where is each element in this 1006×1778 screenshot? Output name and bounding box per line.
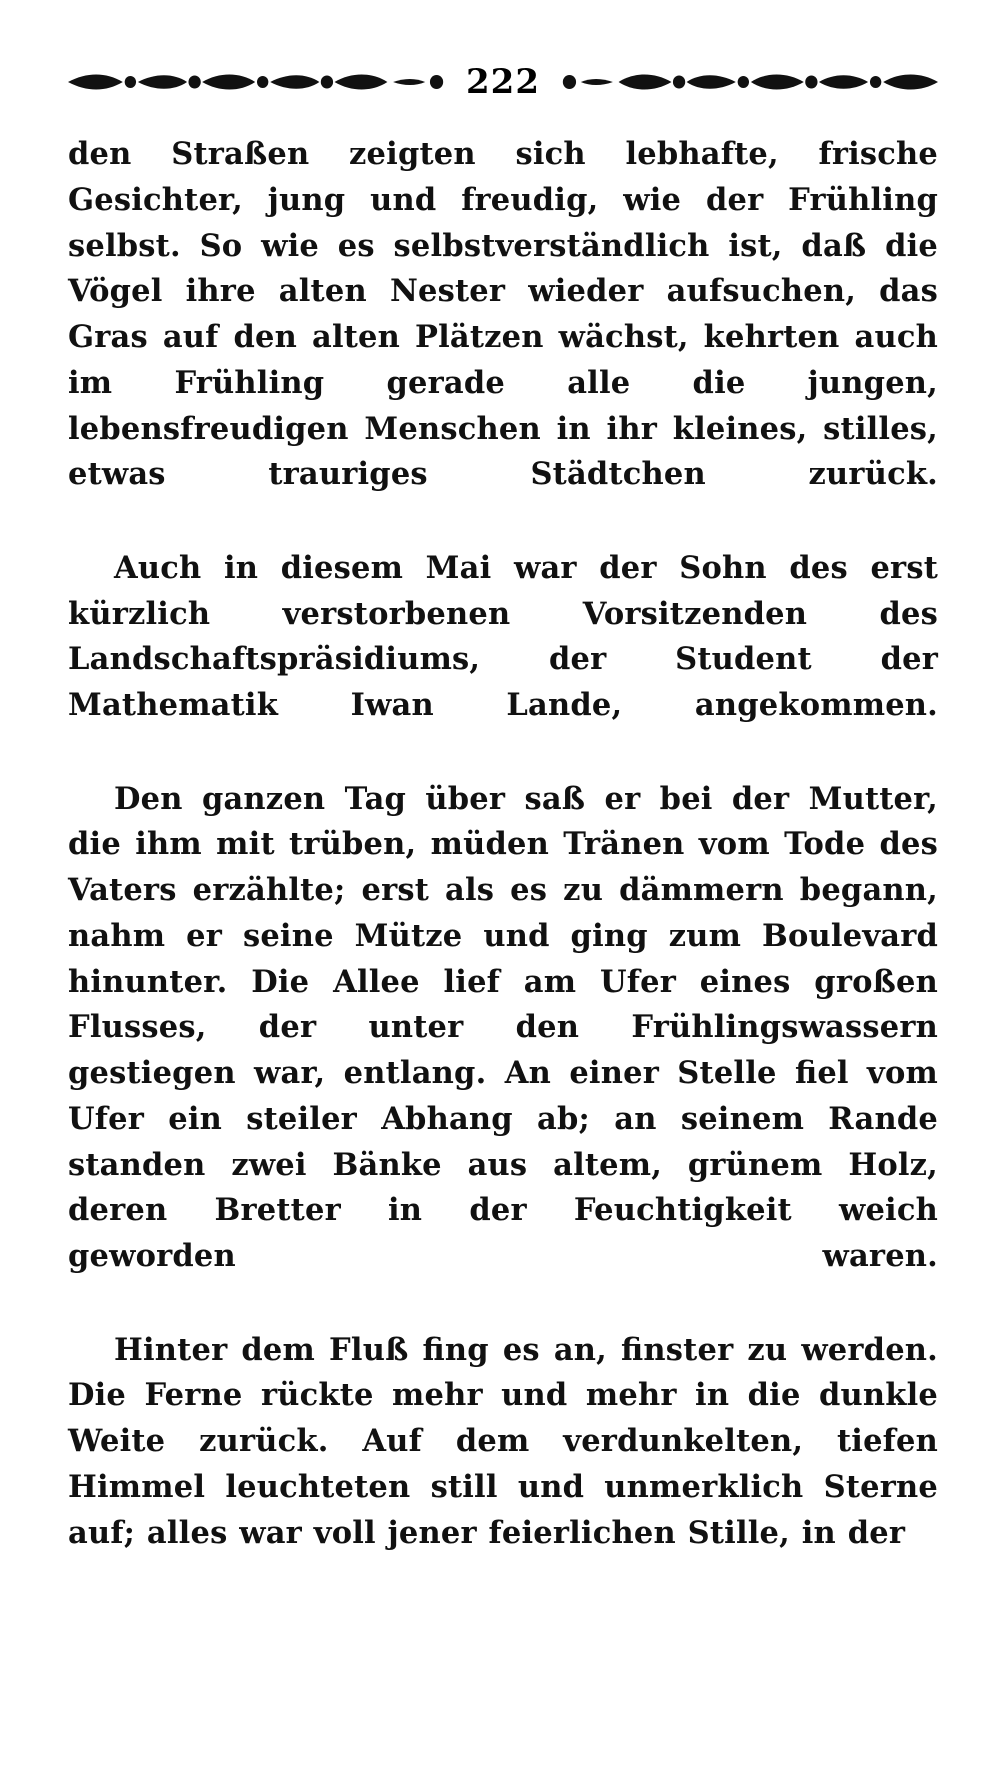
floral-rule-left-icon bbox=[68, 69, 446, 95]
paragraph: Hinter dem Fluß fing es an, finster zu werden. Die Ferne rückte mehr und mehr in die dunkle Weite zurück. Auf dem verdunkelten, tiefen Himmel leuchteten still und unmerklich Sterne auf; alles war voll jener feierlichen Stille, in der bbox=[68, 1331, 938, 1551]
paragraph: Den ganzen Tag über saß er bei der Mutter, die ihm mit trüben, müden Tränen vom Tode des Vaters erzählte; erst als es zu dämmern begann, nahm er seine Mütze und ging zum Boulevard hinunter. Die Allee lief am Ufer eines großen Flusses, der unter den Frühlingswassern gestiegen war, entlang. An einer Stelle fiel vom Ufer ein steiler Abhang ab; an seinem Rande standen zwei Bänke aus altem, grünem Holz, deren Bretter in der Feuchtigkeit weich geworden waren. bbox=[68, 780, 938, 1274]
floral-rule-right-icon bbox=[560, 69, 938, 95]
page-number: 222 bbox=[466, 62, 540, 102]
paragraph: den Straßen zeigten sich lebhafte, frische Gesichter, jung und freudig, wie der Frühling selbst. So wie es selbstverständlich ist, daß die Vögel ihre alten Nester wieder aufsuchen, das Gras auf den alten Plätzen wächst, kehrten auch im Frühling gerade alle die jungen, lebensfreudigen Menschen in ihr kleines, stilles, etwas trauriges Städtchen zurück. bbox=[68, 136, 938, 493]
page-body bbox=[68, 132, 938, 1556]
paragraph: Auch in diesem Mai war der Sohn des erst kürzlich verstorbenen Vorsitzenden des Landschaftspräsidiums, der Student der Mathematik Iwan Lande, angekommen. bbox=[68, 549, 938, 723]
page-header bbox=[68, 52, 938, 112]
